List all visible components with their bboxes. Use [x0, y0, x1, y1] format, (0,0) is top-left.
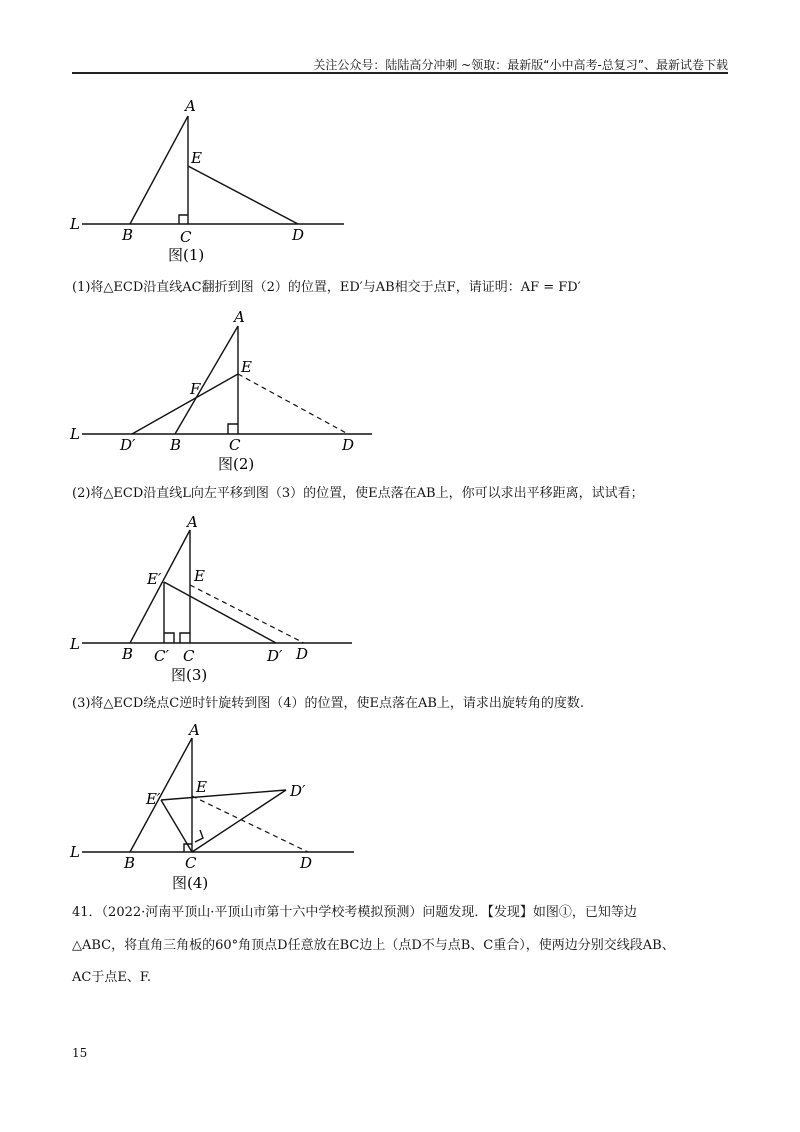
label-D-prime: D′: [290, 782, 306, 800]
label-L: L: [70, 635, 80, 653]
problem-41-line-1: 41．（2022·河南平顶山·平顶山市第十六中学校考模拟预测）问题发现．【发现】如图①，已知等边: [72, 905, 637, 920]
page-header: 关注公众号：陆陆高分冲刺 ~领取：最新版“小中高考-总复习”、最新试卷下载: [313, 58, 728, 72]
figure-caption: 图(1): [168, 246, 205, 264]
label-E-prime: E′: [146, 790, 161, 808]
label-A: A: [187, 513, 198, 531]
figure-caption: 图(4): [172, 874, 209, 892]
question-1: (1)将△ECD沿直线AC翻折到图（2）的位置，ED′与AB相交于点F，请证明：AF = FD′: [72, 280, 581, 295]
figure-caption: 图(3): [171, 666, 208, 684]
label-C: C: [183, 647, 195, 665]
label-A: A: [189, 721, 200, 739]
label-D-prime: D′: [120, 436, 136, 454]
label-L: L: [70, 425, 80, 443]
label-E: E: [191, 149, 202, 167]
label-E: E: [241, 358, 252, 376]
label-C: C: [185, 854, 197, 872]
label-D-prime: D′: [267, 647, 283, 665]
page-number: 15: [72, 1046, 88, 1060]
label-B: B: [170, 436, 182, 454]
figure-1: [60, 96, 360, 266]
figure-2: [60, 302, 380, 474]
label-C: C: [229, 436, 241, 454]
figure-3: [60, 510, 360, 686]
label-B: B: [122, 226, 134, 244]
label-B: B: [122, 645, 134, 663]
label-D: D: [292, 226, 305, 244]
label-F: F: [190, 380, 201, 398]
question-3: (3)将△ECD绕点C逆时针旋转到图（4）的位置，使E点落在AB上，请求出旋转角的度数.: [72, 696, 585, 711]
label-D: D: [342, 436, 355, 454]
label-E: E: [196, 778, 207, 796]
label-C-prime: C′: [154, 647, 169, 665]
problem-41-line-3: AC于点E、F.: [72, 970, 151, 985]
label-E-prime: E′: [147, 570, 162, 588]
question-2: (2)将△ECD沿直线L向左平移到图（3）的位置，使E点落在AB上，你可以求出平移距离，试试看；: [72, 486, 644, 501]
header-rule: [72, 72, 728, 74]
label-A: A: [234, 308, 245, 326]
figure-caption: 图(2): [218, 455, 255, 473]
label-E: E: [194, 567, 205, 585]
label-L: L: [70, 843, 80, 861]
figure-4: [60, 718, 360, 894]
label-L: L: [70, 215, 80, 233]
label-D: D: [296, 645, 309, 663]
label-A: A: [185, 97, 196, 115]
label-B: B: [124, 854, 136, 872]
label-D: D: [300, 854, 313, 872]
label-C: C: [180, 228, 192, 246]
problem-41-line-2: △ABC，将直角三角板的60°角顶点D任意放在BC边上（点D不与点B、C重合），使两边分别交线段AB、: [72, 938, 675, 953]
